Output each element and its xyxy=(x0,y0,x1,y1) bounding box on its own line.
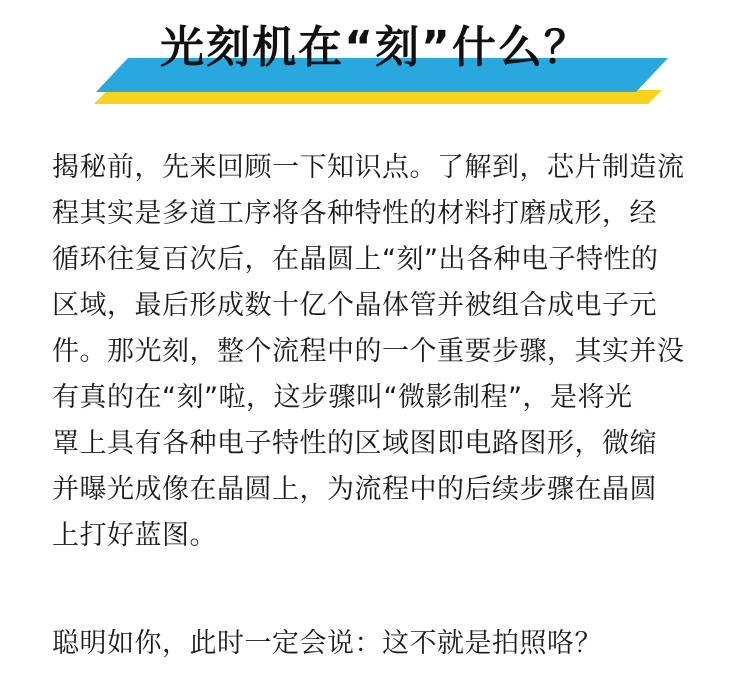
text-line: 揭秘前，先来回顾一下知识点。了解到，芯片制造流 xyxy=(52,152,685,183)
title-banner xyxy=(0,0,750,112)
text-line: 程其实是多道工序将各种特性的材料打磨成形，经 xyxy=(52,198,657,229)
text-line: 循环往复百次后，在晶圆上“刻”出各种电子特性的 xyxy=(52,244,659,275)
text-line: 有真的在“刻”啦，这步骤叫“微影制程”，是将光 xyxy=(52,382,633,413)
paragraph-intro xyxy=(52,145,712,559)
text-line: 罩上具有各种电子特性的区域图即电路图形，微缩 xyxy=(52,428,657,459)
page-title: 光刻机在“刻”什么？ xyxy=(160,22,590,73)
text-line: 件。那光刻，整个流程中的一个重要步骤，其实并没 xyxy=(52,336,685,367)
paragraph-question xyxy=(52,621,712,667)
text-line: 区域，最后形成数十亿个晶体管并被组合成电子元 xyxy=(52,290,657,321)
article-body xyxy=(52,145,712,667)
text-line: 聪明如你，此时一定会说：这不就是拍照咯？ xyxy=(52,628,602,659)
banner-yellow-stripe xyxy=(94,90,662,104)
text-line: 上打好蓝图。 xyxy=(52,520,217,551)
text-line: 并曝光成像在晶圆上，为流程中的后续步骤在晶圆 xyxy=(52,474,657,505)
